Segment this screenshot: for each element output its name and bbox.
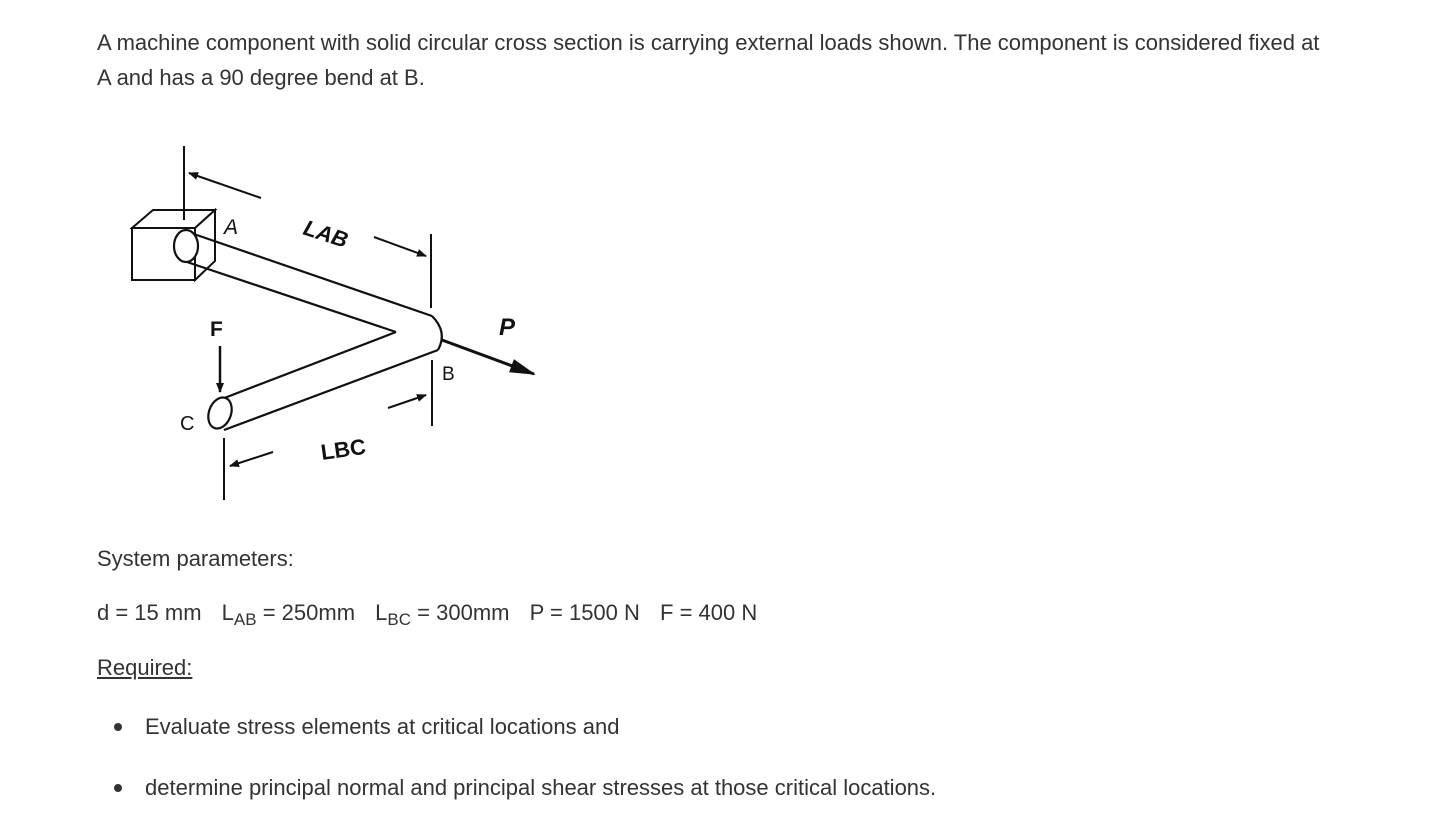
param-lab-symbol: L bbox=[221, 600, 234, 625]
problem-statement: A machine component with solid circular cross section is carrying external loads shown. The component is considered fixed at A and has a 90 degree bend at B. bbox=[97, 30, 1320, 90]
param-d: d = 15 mm bbox=[97, 600, 202, 625]
rod-end-c bbox=[204, 394, 236, 432]
required-list bbox=[97, 700, 936, 822]
param-f: F = 400 N bbox=[660, 600, 758, 625]
list-item bbox=[97, 761, 936, 822]
system-parameters bbox=[97, 600, 771, 629]
param-lbc-value: = 300mm bbox=[411, 600, 510, 625]
label-lbc: LBC bbox=[319, 433, 368, 465]
label-a: A bbox=[224, 216, 239, 239]
required-item-text: determine principal normal and principal shear stresses at those critical locations. bbox=[145, 775, 937, 800]
label-lab: LAB bbox=[300, 214, 352, 253]
required-item-text: Evaluate stress elements at critical locations and bbox=[145, 714, 620, 739]
param-lbc-subscript: BC bbox=[387, 610, 412, 629]
param-lab bbox=[221, 600, 356, 629]
label-p: P bbox=[499, 314, 516, 341]
param-lab-subscript: AB bbox=[233, 610, 257, 629]
component-diagram bbox=[96, 140, 576, 510]
param-p: P = 1500 N bbox=[529, 600, 640, 625]
param-lab-value: = 250mm bbox=[256, 600, 356, 625]
bullet-icon bbox=[114, 723, 122, 731]
required-heading: Required: bbox=[97, 655, 193, 680]
label-c: C bbox=[180, 413, 195, 435]
bend-b bbox=[432, 316, 442, 350]
force-p-arrow bbox=[442, 340, 534, 374]
bent-rod-figure bbox=[96, 140, 576, 510]
param-lbc-symbol: L bbox=[375, 600, 388, 625]
label-f: F bbox=[210, 318, 223, 341]
bullet-icon bbox=[114, 784, 122, 792]
system-parameters-title: System parameters: bbox=[97, 546, 294, 571]
list-item bbox=[97, 700, 936, 761]
label-b: B bbox=[442, 364, 455, 385]
dimension-lbc bbox=[224, 360, 432, 500]
param-lbc bbox=[375, 600, 510, 629]
rod-segment-bc bbox=[204, 332, 438, 432]
